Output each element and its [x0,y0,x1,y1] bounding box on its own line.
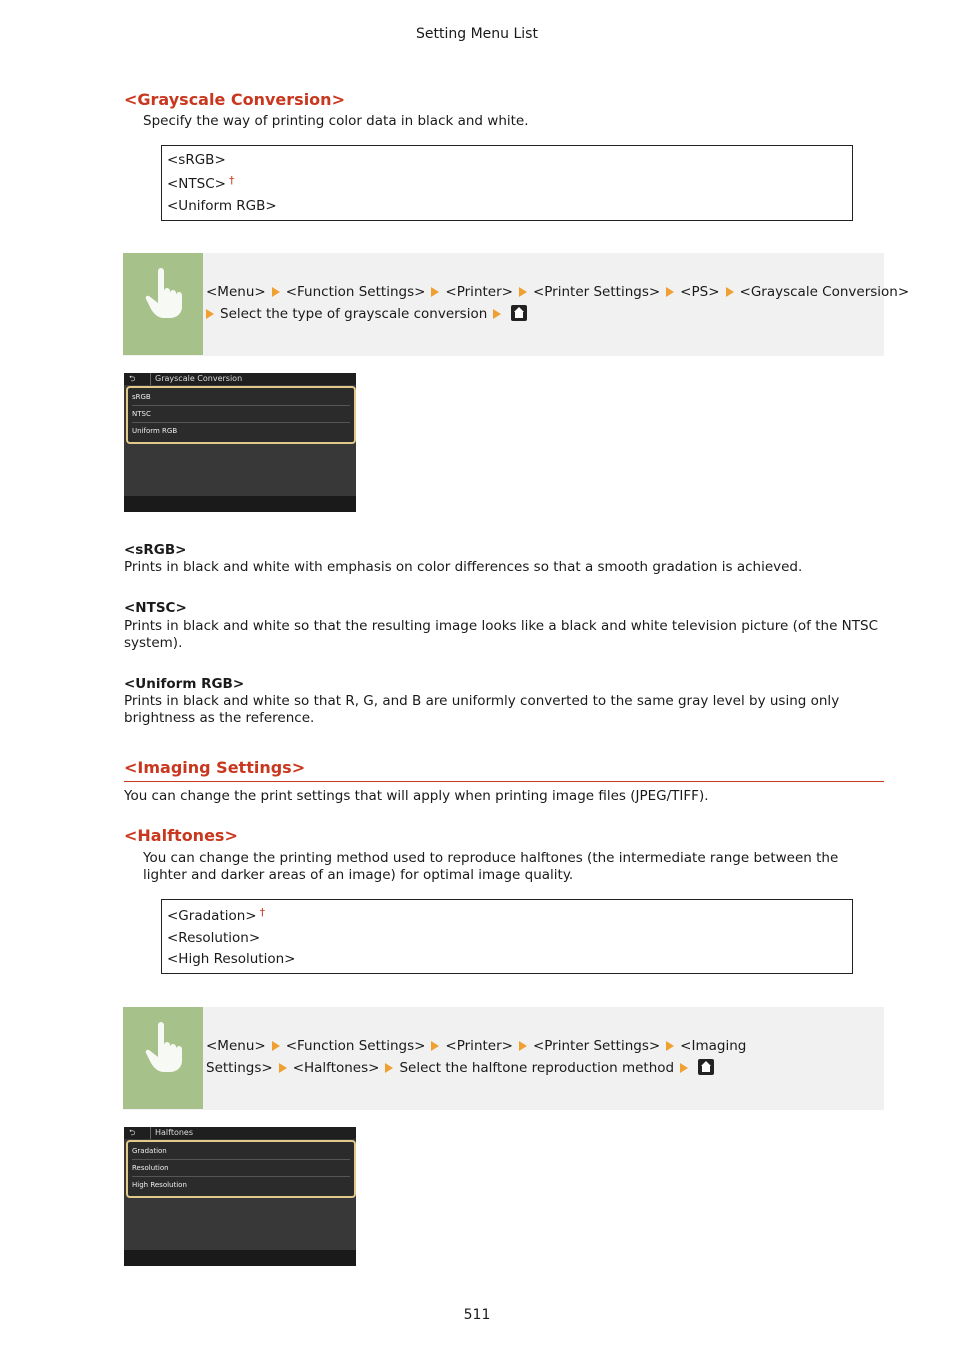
halftones-screen [124,1127,356,1266]
arrow-icon [680,1063,688,1073]
arrow-icon [666,287,674,297]
path-printer-settings: <Printer Settings> [532,284,661,300]
term-uniform-rgb: <Uniform RGB> [124,676,245,692]
grayscale-screen [124,373,356,512]
arrow-icon [279,1063,287,1073]
halftones-heading: <Halftones> [124,826,238,845]
back-icon[interactable]: ⮌ [129,1128,136,1137]
option-uniform-rgb: <Uniform RGB> [167,198,277,214]
arrow-icon [666,1041,674,1051]
page-number: 511 [463,1307,491,1323]
arrow-icon [519,287,527,297]
screen-title: Grayscale Conversion [150,373,242,385]
halftones-operation-panel [123,1007,884,1110]
page-header: Setting Menu List [416,26,538,42]
path-imaging: <Imaging [680,1038,747,1054]
screen-item[interactable]: High Resolution [132,1181,187,1189]
imaging-description: You can change the print settings that will apply when printing image files (JPEG/TIFF). [124,788,709,804]
grayscale-options-box [161,145,853,221]
screen-item[interactable]: Resolution [132,1160,350,1177]
screen-bottom-bar [124,1250,356,1266]
home-icon [511,305,527,321]
desc-uniform-rgb: Prints in black and white so that R, G, and B are uniformly converted to the same gray level by using only brightness as the reference. [124,693,840,726]
halftones-description: You can change the printing method used to reproduce halftones (the intermediate range between the lighter and darker areas of an image) for optimal image quality. [143,850,839,883]
option-resolution: <Resolution> [167,930,261,946]
arrow-icon [519,1041,527,1051]
path-select-type: Select the type of grayscale conversion [220,306,488,322]
default-dagger: † [259,906,266,919]
arrow-icon [272,1041,280,1051]
halftones-path-line2 [206,1057,714,1079]
option-ntsc: <NTSC> [167,176,226,192]
screen-item[interactable]: Uniform RGB [132,427,178,435]
screen-title-bar [124,1127,356,1139]
arrow-icon [272,287,280,297]
path-function-settings: <Function Settings> [285,284,426,300]
default-dagger: † [228,174,235,187]
grayscale-operation-panel [123,253,910,356]
home-icon [698,1059,714,1075]
arrow-icon [431,1041,439,1051]
grayscale-path-line2 [204,303,527,325]
screen-item[interactable]: NTSC [132,406,350,423]
arrow-icon [726,287,734,297]
arrow-icon [385,1063,393,1073]
option-srgb: <sRGB> [167,152,226,168]
screen-option-list [126,1140,356,1198]
desc-srgb: Prints in black and white with emphasis on color differences so that a smooth gradation is achieved. [124,559,803,575]
term-srgb: <sRGB> [124,542,187,558]
hand-panel [123,1007,203,1109]
imaging-divider [124,781,884,782]
screen-title-bar [124,373,356,385]
screen-title: Halftones [150,1127,193,1139]
option-high-resolution: <High Resolution> [167,951,296,967]
option-gradation-row [167,906,265,924]
screen-item[interactable]: sRGB [132,389,350,406]
path-grayscale-conversion: <Grayscale Conversion> [739,284,910,300]
option-gradation: <Gradation> [167,908,257,924]
back-icon[interactable]: ⮌ [129,374,136,383]
hand-icon [145,267,185,319]
path-ps: <PS> [680,284,720,300]
path-printer: <Printer> [445,1038,513,1054]
path-menu: <Menu> [206,1038,266,1054]
arrow-icon [431,287,439,297]
halftones-path-line1 [206,1035,746,1057]
screen-bottom-bar [124,496,356,512]
path-function-settings: <Function Settings> [285,1038,426,1054]
hand-icon [145,1021,185,1073]
screen-option-list [126,386,356,444]
screen-item[interactable]: Gradation [132,1143,350,1160]
hand-panel [123,253,203,355]
halftones-options-box [161,899,853,974]
desc-ntsc: Prints in black and white so that the resulting image looks like a black and white television picture (of the NTSC system). [124,618,879,651]
arrow-icon [206,309,214,319]
path-printer: <Printer> [445,284,513,300]
path-menu: <Menu> [206,284,266,300]
path-select-method: Select the halftone reproduction method [399,1060,675,1076]
grayscale-path-line1 [206,281,909,303]
term-ntsc: <NTSC> [124,600,187,616]
arrow-icon [493,309,501,319]
grayscale-heading: <Grayscale Conversion> [124,90,345,109]
imaging-heading: <Imaging Settings> [124,758,306,777]
path-halftones: <Halftones> [292,1060,380,1076]
grayscale-description: Specify the way of printing color data in black and white. [143,113,529,129]
path-printer-settings: <Printer Settings> [532,1038,661,1054]
option-ntsc-row [167,174,234,192]
path-settings: Settings> [206,1060,273,1076]
